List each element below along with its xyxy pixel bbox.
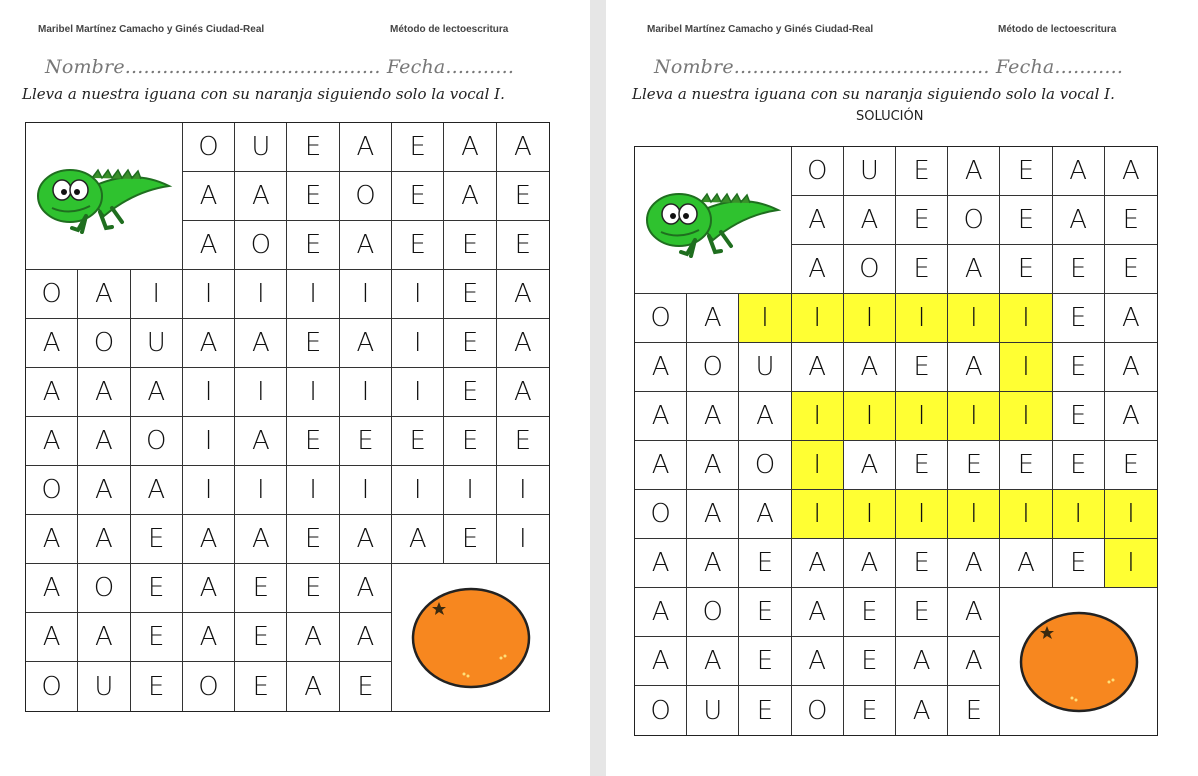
iguana-image-cell [635,147,792,294]
grid-cell: E [444,221,496,270]
grid-cell: E [235,662,287,711]
grid-cell: I [1105,490,1157,539]
grid-cell: A [948,245,1000,294]
grid-cell: A [844,441,896,490]
grid-cell: E [844,588,896,637]
grid-cell: I [340,368,392,417]
grid-cell: O [78,564,130,613]
grid-cell: I [1105,539,1157,588]
page-divider [590,0,606,776]
grid-cell: E [287,172,339,221]
grid-cell: A [131,466,183,515]
grid-cell: E [392,221,444,270]
grid-cell: I [340,270,392,319]
instruction-text: Lleva a nuestra iguana con su naranja siguiendo solo la vocal I. [22,85,505,103]
grid-cell: A [497,319,549,368]
grid-cell: A [340,123,392,172]
grid-cell: E [1053,294,1105,343]
grid-cell: O [26,662,78,711]
grid-cell: E [1053,343,1105,392]
grid-cell: O [340,172,392,221]
grid-cell: A [844,343,896,392]
grid-cell: A [235,172,287,221]
grid-cell: E [235,564,287,613]
grid-cell: I [392,319,444,368]
grid-cell: E [1053,441,1105,490]
grid-cell: A [687,441,739,490]
orange-image-cell [1000,588,1157,735]
grid-cell: A [287,662,339,711]
grid-cell: U [131,319,183,368]
grid-cell: U [844,147,896,196]
grid-cell: A [1105,294,1157,343]
grid-cell: A [26,515,78,564]
grid-cell: A [497,270,549,319]
grid-cell: A [844,196,896,245]
grid-cell: A [896,686,948,735]
grid-cell: E [1105,441,1157,490]
grid-cell: A [948,343,1000,392]
grid-cell: E [1053,539,1105,588]
grid-cell: E [444,270,496,319]
grid-cell: A [183,319,235,368]
grid-cell: A [687,392,739,441]
grid-cell: E [1000,196,1052,245]
grid-cell: A [1000,539,1052,588]
grid-cell: O [792,686,844,735]
name-date-line: Nombre......................................... Fecha........... [45,56,515,78]
grid-cell: O [948,196,1000,245]
grid-cell: A [687,490,739,539]
solution-page [606,0,1198,776]
grid-cell: I [287,270,339,319]
grid-cell: I [896,392,948,441]
grid-cell: I [896,490,948,539]
grid-cell: E [739,588,791,637]
grid-cell: A [948,588,1000,637]
grid-cell: I [1053,490,1105,539]
grid-cell: E [392,123,444,172]
orange-image-cell [392,564,549,711]
grid-cell: A [392,515,444,564]
instruction-text: Lleva a nuestra iguana con su naranja siguiendo solo la vocal I. [632,85,1115,103]
grid-cell: A [739,490,791,539]
grid-cell: A [340,515,392,564]
grid-cell: A [78,368,130,417]
grid-cell: O [26,270,78,319]
iguana-icon [34,146,174,246]
grid-cell: A [687,539,739,588]
grid-cell: E [287,221,339,270]
method-header: Método de lectoescritura [998,24,1117,35]
grid-cell: E [497,417,549,466]
grid-cell: E [1000,147,1052,196]
grid-cell: I [287,368,339,417]
grid-cell: E [497,221,549,270]
grid-cell: E [131,564,183,613]
grid-cell: A [635,343,687,392]
grid-cell: I [844,392,896,441]
grid-cell: A [844,539,896,588]
grid-cell: U [739,343,791,392]
grid-cell: A [739,392,791,441]
grid-cell: E [896,245,948,294]
grid-cell: E [896,441,948,490]
grid-cell: A [183,613,235,662]
grid-cell: A [792,539,844,588]
grid-cell: A [235,417,287,466]
grid-cell: I [392,368,444,417]
grid-cell: A [687,294,739,343]
grid-cell: A [340,613,392,662]
grid-cell: I [235,466,287,515]
grid-cell: E [131,662,183,711]
grid-cell: A [792,637,844,686]
grid-cell: E [896,147,948,196]
grid-cell: I [183,417,235,466]
grid-cell: A [444,172,496,221]
grid-cell: E [340,417,392,466]
grid-cell: I [948,294,1000,343]
grid-cell: O [183,662,235,711]
grid-cell: E [392,172,444,221]
grid-cell: A [1105,392,1157,441]
grid-cell: I [235,368,287,417]
orange-icon [1017,610,1141,714]
grid-cell: A [1105,147,1157,196]
grid-cell: E [444,368,496,417]
grid-cell: A [183,564,235,613]
grid-cell: I [287,466,339,515]
grid-cell: I [1000,392,1052,441]
grid-cell: I [497,515,549,564]
grid-cell: A [1053,147,1105,196]
grid-cell: I [1000,294,1052,343]
grid-cell: O [78,319,130,368]
grid-cell: I [1000,343,1052,392]
grid-cell: A [78,515,130,564]
grid-cell: A [78,270,130,319]
grid-cell: A [78,613,130,662]
solution-label: SOLUCIÓN [856,109,924,124]
grid-cell: I [183,368,235,417]
worksheet-page [0,0,590,776]
grid-cell: O [131,417,183,466]
grid-cell: A [635,637,687,686]
grid-cell: O [687,588,739,637]
grid-cell: I [340,466,392,515]
grid-cell: O [235,221,287,270]
grid-cell: E [235,613,287,662]
grid-cell: A [497,368,549,417]
grid-cell: I [392,466,444,515]
grid-cell: O [687,343,739,392]
grid-cell: E [444,515,496,564]
grid-cell: U [78,662,130,711]
grid-cell: A [26,319,78,368]
grid-cell: I [444,466,496,515]
grid-cell: O [792,147,844,196]
grid-cell: A [635,441,687,490]
grid-cell: A [444,123,496,172]
grid-cell: E [739,686,791,735]
iguana-image-cell [26,123,183,270]
grid-cell: A [26,613,78,662]
grid-cell: E [131,515,183,564]
grid-cell: A [26,564,78,613]
grid-cell: E [444,319,496,368]
grid-cell: I [235,270,287,319]
grid-cell: A [497,123,549,172]
grid-cell: I [392,270,444,319]
grid-cell: A [26,368,78,417]
grid-cell: I [497,466,549,515]
grid-cell: O [635,490,687,539]
grid-cell: O [183,123,235,172]
grid-cell: E [287,417,339,466]
grid-cell: E [287,123,339,172]
grid-cell: E [392,417,444,466]
grid-cell: I [792,392,844,441]
grid-cell: E [1105,245,1157,294]
grid-cell: A [792,245,844,294]
iguana-icon [643,170,783,270]
grid-cell: A [1053,196,1105,245]
grid-cell: A [792,343,844,392]
grid-cell: O [844,245,896,294]
grid-cell: A [183,515,235,564]
orange-icon [409,586,533,690]
grid-cell: A [896,637,948,686]
grid-cell: I [792,490,844,539]
grid-cell: E [287,515,339,564]
grid-cell: E [1000,245,1052,294]
grid-cell: I [1000,490,1052,539]
grid-cell: I [792,294,844,343]
grid-cell: A [792,588,844,637]
grid-cell: I [792,441,844,490]
grid-cell: A [635,539,687,588]
letter-maze-grid [25,122,550,712]
grid-cell: E [497,172,549,221]
grid-cell: A [687,637,739,686]
grid-cell: A [131,368,183,417]
grid-cell: E [844,637,896,686]
grid-cell: A [948,637,1000,686]
method-header: Método de lectoescritura [390,24,509,35]
grid-cell: A [635,588,687,637]
grid-cell: I [844,490,896,539]
authors-header: Maribel Martínez Camacho y Ginés Ciudad-Real [38,24,265,35]
grid-cell: U [235,123,287,172]
grid-cell: A [948,539,1000,588]
grid-cell: O [26,466,78,515]
grid-cell: E [948,441,1000,490]
grid-cell: E [844,686,896,735]
grid-cell: A [78,417,130,466]
grid-cell: A [26,417,78,466]
grid-cell: O [635,686,687,735]
grid-cell: U [687,686,739,735]
grid-cell: E [340,662,392,711]
grid-cell: A [340,319,392,368]
grid-cell: E [896,588,948,637]
grid-cell: E [896,196,948,245]
name-date-line: Nombre......................................... Fecha........... [654,56,1124,78]
grid-cell: E [287,564,339,613]
grid-cell: A [78,466,130,515]
grid-cell: E [1053,245,1105,294]
grid-cell: A [340,564,392,613]
grid-cell: A [792,196,844,245]
grid-cell: I [844,294,896,343]
grid-cell: E [131,613,183,662]
grid-cell: A [235,515,287,564]
grid-cell: O [739,441,791,490]
grid-cell: E [444,417,496,466]
grid-cell: I [896,294,948,343]
grid-cell: E [739,637,791,686]
grid-cell: E [1105,196,1157,245]
grid-cell: E [896,343,948,392]
grid-cell: I [739,294,791,343]
grid-cell: A [287,613,339,662]
solution-maze-grid [634,146,1158,736]
grid-cell: E [896,539,948,588]
grid-cell: A [235,319,287,368]
grid-cell: A [183,172,235,221]
grid-cell: A [948,147,1000,196]
grid-cell: E [287,319,339,368]
authors-header: Maribel Martínez Camacho y Ginés Ciudad-Real [647,24,874,35]
grid-cell: O [635,294,687,343]
grid-cell: A [183,221,235,270]
grid-cell: E [1000,441,1052,490]
grid-cell: A [635,392,687,441]
grid-cell: I [131,270,183,319]
grid-cell: A [340,221,392,270]
grid-cell: E [1053,392,1105,441]
grid-cell: I [183,270,235,319]
grid-cell: A [1105,343,1157,392]
grid-cell: E [739,539,791,588]
grid-cell: E [948,686,1000,735]
grid-cell: I [948,490,1000,539]
grid-cell: I [183,466,235,515]
grid-cell: I [948,392,1000,441]
